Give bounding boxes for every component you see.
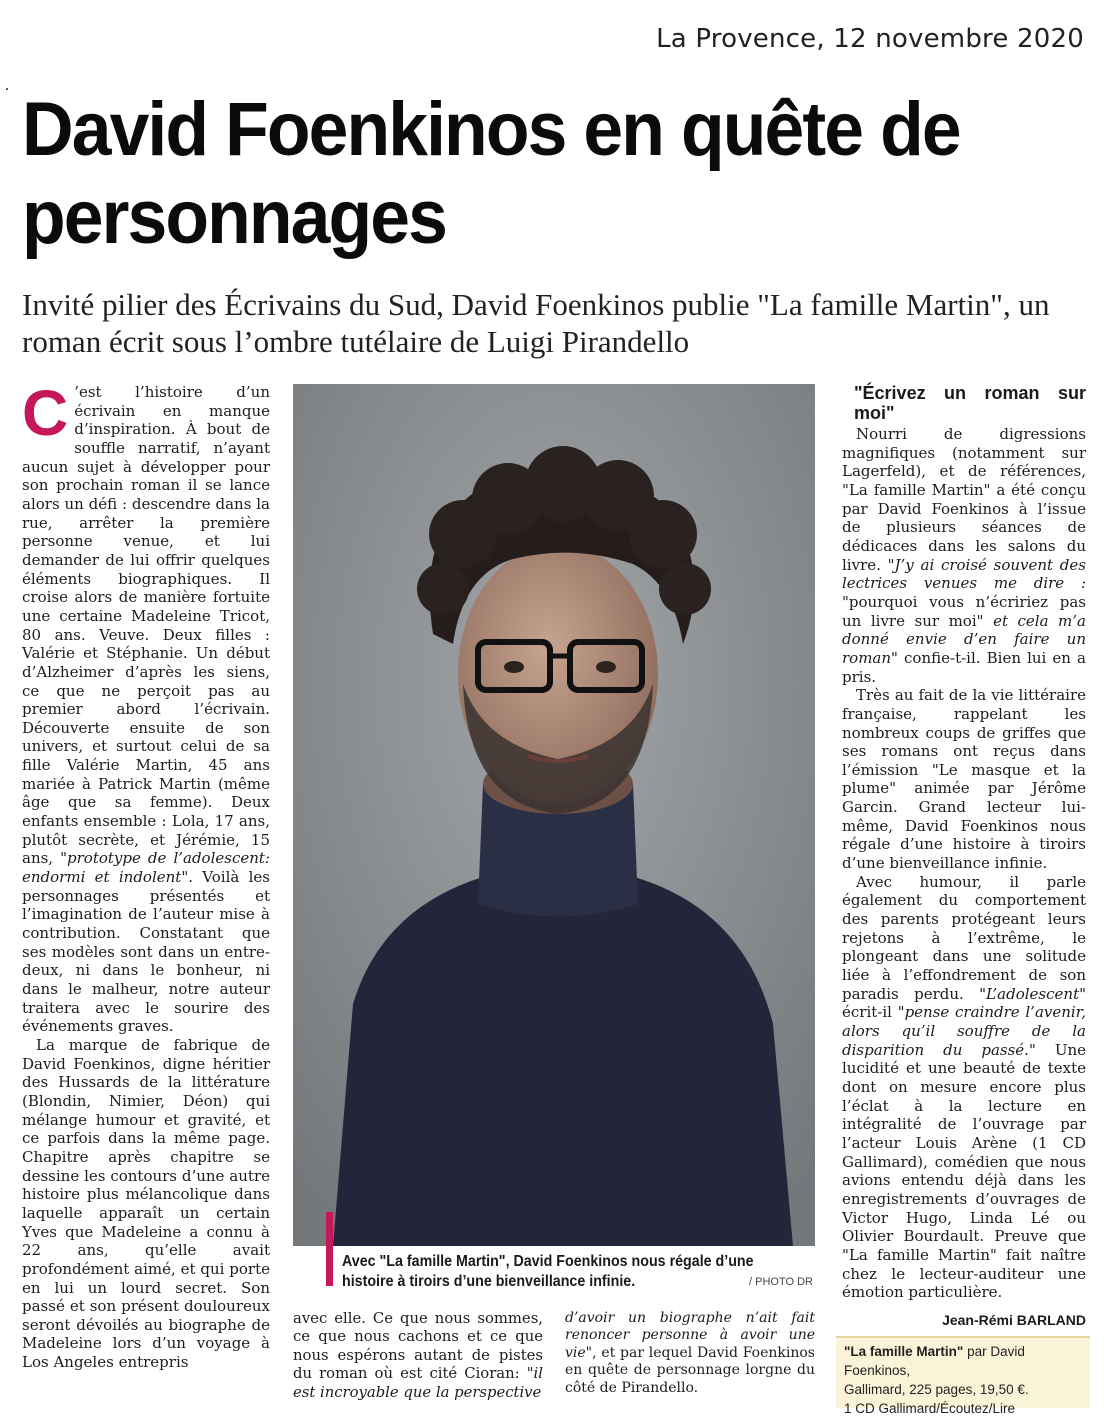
continuation-column-a: avec elle. Ce que nous sommes, ce que nous cachons et ce que nous espérons autant de pistes du roman où est cité Cioran: "il est incroyable que la perspective [293,1310,543,1401]
continuation-column-b: d’avoir un biographe n’ait fait renoncer personne à avoir une vie", et par lequel David Foenkinos en quête de personnage lorgne du côté de Pirandello. [565,1310,815,1396]
photo-caption [326,1212,826,1296]
newspaper-source: La Provence, 12 novembre 2020 [656,24,1084,54]
paragraph-1: C ’est l’histoire d’un écrivain en manque d’inspiration. À bout de souffle narratif, n’ayant aucun sujet à développer pour son prochain roman il se lance alors un défi : descendre dans la rue, arrêter la première personne venue, et lui demander de lui offrir quelques éléments biographiques. Il croise alors de manière fortuite une certaine Madeleine Tricot, 80 ans. Veuve. Deux filles : Valérie et Stéphanie. Un début d’Alzheimer d’après les siens, ce que ne perçoit pas au premier abord l’écrivain. Découverte ensuite de son univers, et surtout celui de sa fille Valérie Martin, 45 ans mariée à Patrick Martin (même âge que sa femme). Deux enfants ensemble : Lola, 17 ans, plutôt secrète, et Jérémie, 15 ans, "prototype de l’adolescent: endormi et indolent". Voilà les personnages présentés et l’imagination de l’auteur mise à contribution. Constatant que ses modèles sont dans un entre-deux, ni dans le bonheur, ni dans le malheur, notre auteur traitera avec le sourire des événements graves. [22,377,270,1036]
article-column-3 [842,383,1086,1302]
info-line-2: Gallimard, 225 pages, 19,50 €. [844,1382,1029,1397]
photo-credit: / PHOTO DR [749,1276,813,1288]
paragraph-4: Très au fait de la vie littéraire française, rappelant les nombreux coups de griffes que ses romans ont reçus dans l’émission "Le masque et la plume" animée par Jérôme Garcin. Grand lecteur lui-même, David Foenkinos nous régale d’une histoire à tiroirs d’une bienveillance infinie. [842,686,1086,873]
portrait-illustration [293,384,815,1246]
margin-dot [6,88,8,90]
caption-accent-bar [326,1212,333,1286]
subheadline: Invité pilier des Écrivains du Sud, David Foenkinos publie "La famille Martin", un roman écrit sous l’ombre tutélaire de Luigi Pirandello [22,287,1050,359]
section-heading: "Écrivez un roman sur moi" [854,383,1086,423]
paragraph-2: La marque de fabrique de David Foenkinos, digne héritier des Hussards de la littérature (Blondin, Nimier, Déon) qui mélange humour et gravité, et ce parfois dans la même page. Chapitre après chapitre se dessine les contours d’une autre histoire plus mélancolique dans laquelle apparaît un certain Yves que Madeleine a connu à 22 ans, qu’elle avait profondément aimé, et qui porte en lui un lourd secret. Son passé et son présent douloureux seront dévoilés au biographe de Madeleine lors d’un voyage à Los Angeles entrepris [22,1035,270,1372]
caption-text: Avec "La famille Martin", David Foenkinos nous régale d’une histoire à tiroirs d’une bienveillance infinie. [342,1253,754,1290]
article-column-1 [22,377,270,1372]
author-byline: Jean-Rémi BARLAND [942,1312,1086,1328]
drop-cap: C [22,377,69,449]
headline: David Foenkinos en quête de personnages [22,87,960,260]
info-line-3: 1 CD Gallimard/Écoutez/Lire [844,1401,1016,1416]
author-photo [293,384,815,1246]
info-line-1: "La famille Martin" par David Foenkinos, [844,1344,1025,1378]
paragraph-5: Avec humour, il parle également du comportement des parents protégeant leurs rejetons à l’extrême, le plongeant dans une solitude liée à l’effondrement de son paradis perdu. "L’adolescent" écrit-il "pense craindre l’avenir, alors qu’il souffre de la disparition du passé." Une lucidité et une beauté de texte dont on mesure encore plus l’éclat à la lecture en intégralité de l’ouvrage par l’acteur Louis Arène (1 CD Gallimard), comédien que nous avions entendu déjà dans les enregistrements d’ouvrages de Victor Hugo, Linda Lé ou Olivier Bourdault. Preuve que "La famille Martin" fait naître chez le lecteur-auditeur une émotion particulière. [842,872,1086,1302]
paragraph-3: Nourri de digressions magnifiques (notamment sur Lagerfeld), et de références, "La famille Martin" a été conçu par David Foenkinos à l’issue de plusieurs séances de dédicaces dans les salons du livre. "J’y ai croisé souvent des lectrices venues me dire : "pourquoi vous n’écririez pas un livre sur moi" et cela m’a donné envie d’en faire un roman" confie-t-il. Bien lui en a pris. [842,425,1086,686]
article-continuation [293,1310,815,1410]
book-info-box [836,1336,1090,1416]
